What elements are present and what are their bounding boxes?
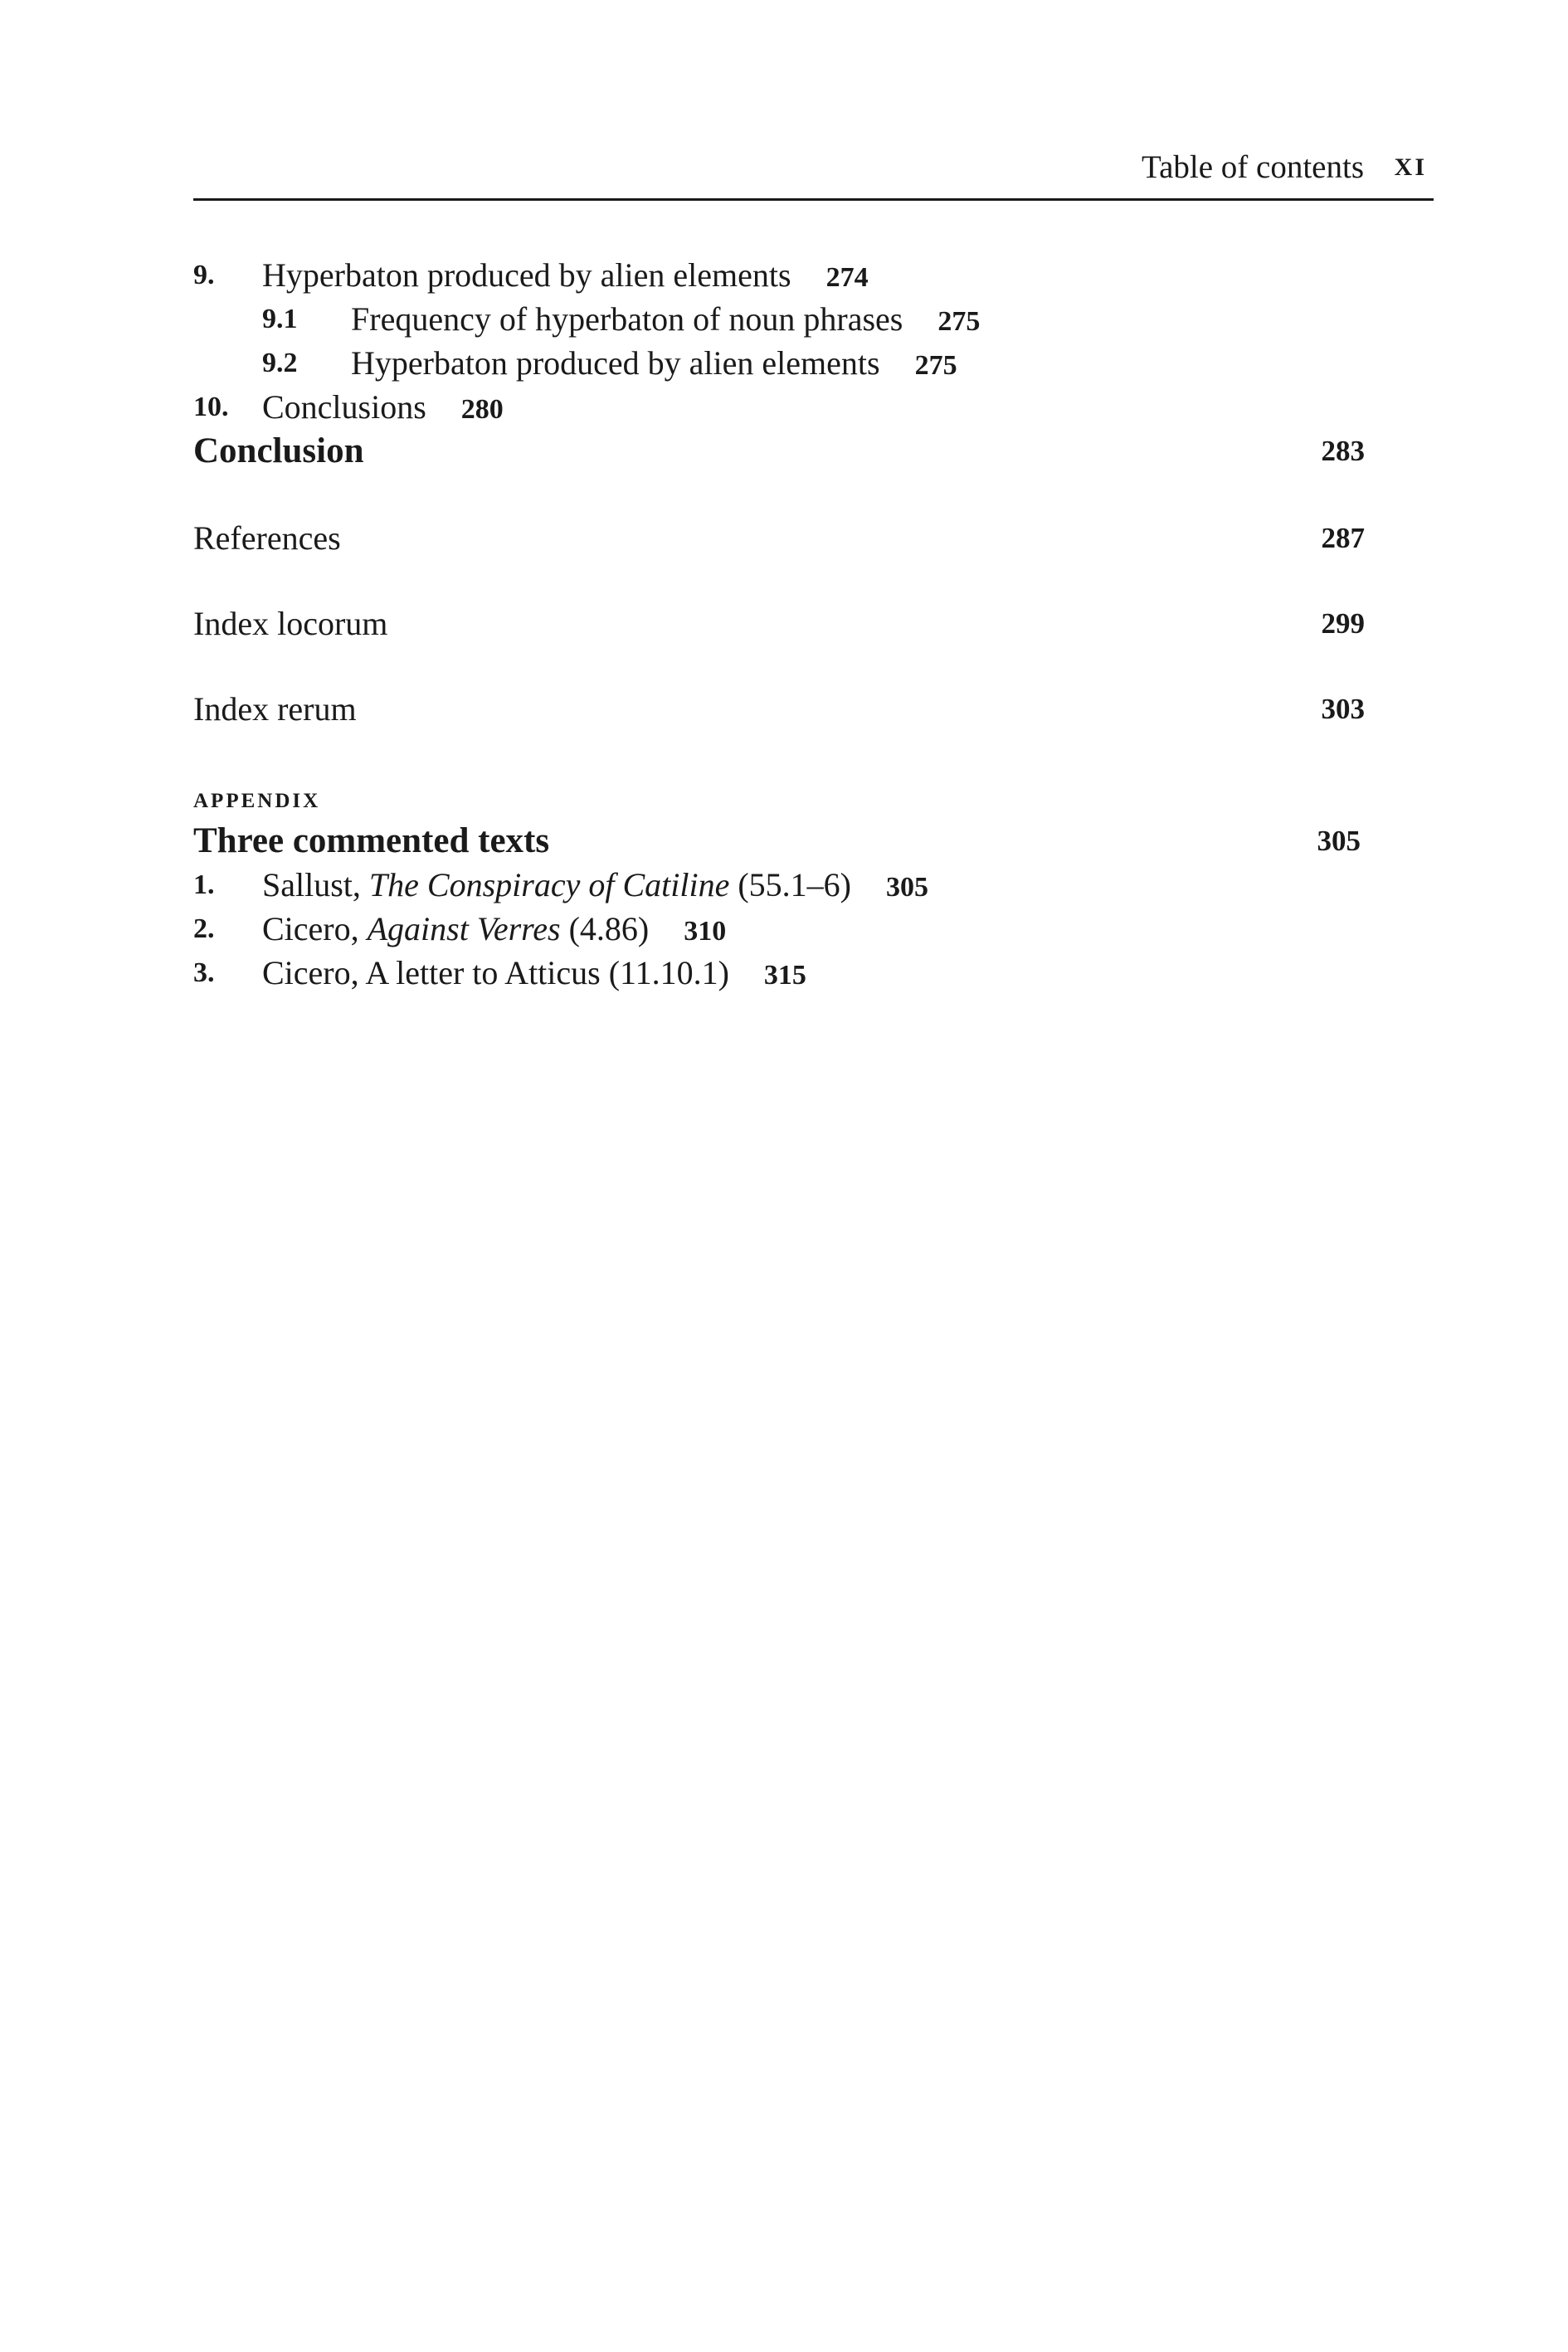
entry-page: 274 [825, 262, 869, 293]
item-page: 315 [763, 960, 806, 991]
entry-page: 275 [914, 350, 957, 381]
section-title: Index rerum [193, 690, 357, 728]
section-title: Index locorum [193, 605, 388, 642]
item-work-title: A letter to Atticus [365, 954, 601, 991]
item-page: 305 [885, 872, 928, 903]
toc-section-index-rerum[interactable] [193, 688, 1365, 731]
appendix-label: appendix [193, 781, 321, 814]
item-number: 3. [193, 957, 215, 988]
appendix-item[interactable] [193, 908, 1355, 951]
entry-page: 275 [937, 306, 981, 337]
section-page: 303 [1321, 693, 1365, 725]
toc-entry[interactable] [193, 386, 1355, 429]
appendix-title: Three commented texts [193, 821, 550, 860]
appendix-item[interactable] [193, 864, 1355, 907]
running-header [193, 141, 1434, 201]
toc-section-conclusion[interactable] [193, 430, 1365, 473]
page-folio: XI [1394, 153, 1427, 181]
item-line [262, 908, 726, 953]
section-page: 283 [1321, 435, 1365, 467]
item-number: 1. [193, 869, 215, 900]
item-reference: (55.1–6) [738, 866, 851, 903]
item-line [262, 864, 928, 909]
entry-line [351, 342, 957, 387]
toc-subentry[interactable] [193, 298, 1355, 341]
item-number: 2. [193, 913, 215, 944]
entry-line [262, 254, 869, 299]
entry-title: Hyperbaton produced by alien elements [262, 256, 791, 294]
appendix-page: 305 [1317, 825, 1361, 857]
item-page: 310 [684, 916, 727, 947]
item-author: Cicero, [262, 954, 359, 991]
toc-entry[interactable] [193, 254, 1355, 297]
entry-number: 10. [193, 392, 229, 422]
toc-section-appendix[interactable] [193, 820, 1361, 863]
entry-line [262, 386, 504, 431]
entry-number: 9. [193, 260, 215, 290]
item-work-title: Against Verres [367, 910, 561, 947]
appendix-label-line [193, 776, 691, 819]
item-line [262, 952, 806, 997]
entry-line [351, 298, 980, 343]
entry-title: Frequency of hyperbaton of noun phrases [351, 300, 903, 338]
entry-number: 9.1 [262, 304, 298, 334]
entry-title: Conclusions [262, 388, 426, 426]
item-reference: (4.86) [568, 910, 650, 947]
section-title: Conclusion [193, 431, 364, 470]
appendix-item[interactable] [193, 952, 1355, 995]
entry-page: 280 [460, 394, 504, 425]
toc-section-index-locorum[interactable] [193, 602, 1365, 645]
entry-number: 9.2 [262, 348, 298, 378]
item-author: Sallust, [262, 866, 361, 903]
running-title: Table of contents [1141, 149, 1364, 185]
item-work-title: The Conspiracy of Catiline [368, 866, 730, 903]
toc-subentry[interactable] [193, 342, 1355, 385]
section-page: 287 [1321, 522, 1365, 554]
section-page: 299 [1321, 607, 1365, 640]
item-author: Cicero, [262, 910, 359, 947]
toc-section-references[interactable] [193, 517, 1365, 560]
entry-title: Hyperbaton produced by alien elements [351, 344, 880, 382]
section-title: References [193, 519, 341, 557]
item-reference: (11.10.1) [608, 954, 729, 991]
